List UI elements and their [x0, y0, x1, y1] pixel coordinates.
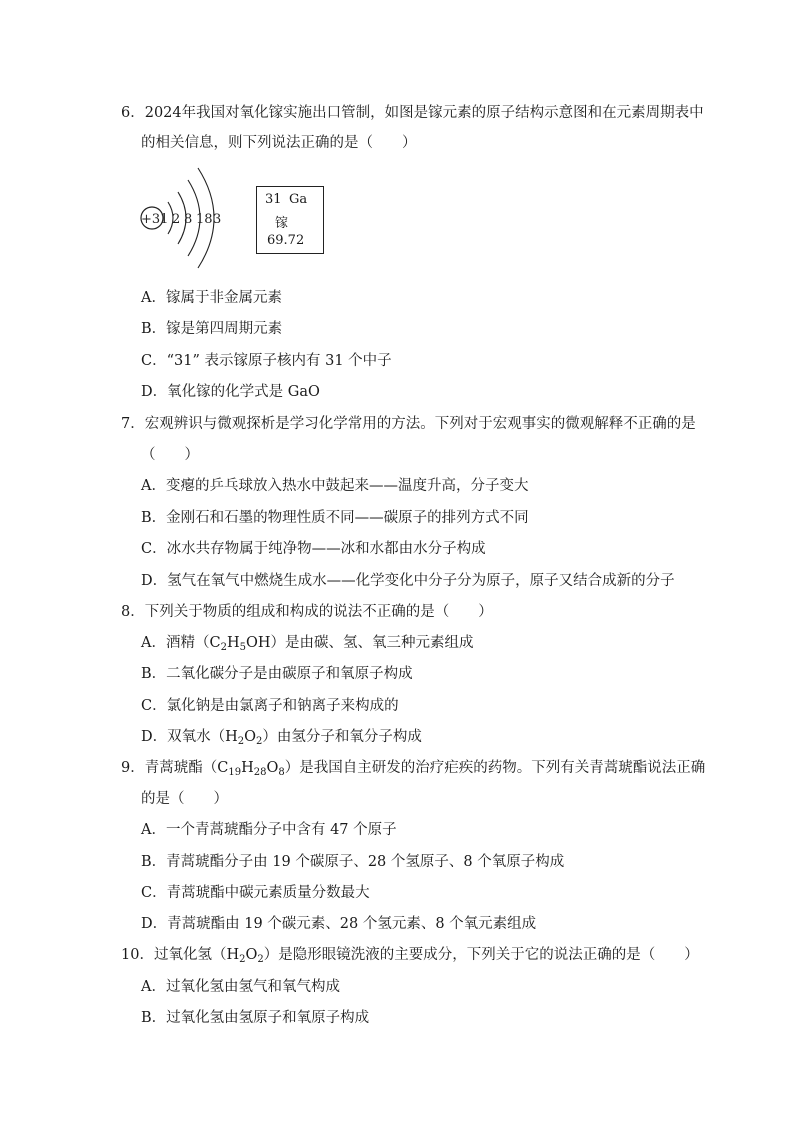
atomic-mass: 69.72: [267, 233, 305, 248]
q10-option-b: B．过氧化氢由氢原子和氧原子构成: [141, 1010, 370, 1026]
q7-option-a: A．变瘪的乒乓球放入热水中鼓起来——温度升高，分子变大: [141, 478, 529, 494]
q6-option-b: B．镓是第四周期元素: [141, 321, 283, 337]
q9-stem-line1: 9．青蒿琥酯$(C_{19}H_{28}O_8)$是我国自主研发的治疗疟疾的药物。下列有关青蒿琥酯说法正确: [121, 760, 706, 778]
q9-stem-line2: 的是（ ）: [141, 791, 228, 807]
q10-stem: 10．过氧化氢$(H_2O_2)$是隐形眼镜洗液的主要成分，下列关于它的说法正确的是（ ）: [121, 947, 699, 965]
q9-option-b: B．青蒿琥酯分子由 19 个碳原子、28 个氢原子、8 个氧原子构成: [141, 854, 565, 870]
q6-stem-line1: 6．2024年我国对氧化镓实施出口管制，如图是镓元素的原子结构示意图和在元素周期表中: [121, 105, 704, 121]
q7-stem-line2: （ ）: [141, 447, 199, 463]
q6-option-c: C．“31” 表示镓原子核内有 31 个中子: [141, 353, 392, 369]
nucleus-label: +31: [141, 212, 169, 227]
shell-3-count: 18: [196, 212, 213, 227]
shell-4-count: 3: [213, 212, 222, 227]
q9-option-d: D．青蒿琥酯由 19 个碳元素、28 个氢元素、8 个氧元素组成: [141, 916, 537, 932]
q9-option-a: A．一个青蒿琥酯分子中含有 47 个原子: [141, 822, 397, 838]
atomic-structure-icon: [138, 160, 258, 272]
q8-option-a: A．酒精$(C_2H_5OH)$是由碳、氢、氧三种元素组成: [141, 635, 474, 653]
q6-option-d: D．氧化镓的化学式是 GaO: [141, 384, 320, 400]
q8-option-c: C．氯化钠是由氯离子和钠离子来构成的: [141, 698, 399, 714]
shell-2-count: 8: [184, 212, 193, 227]
q6-option-a: A．镓属于非金属元素: [141, 290, 282, 306]
q8-option-d: D．双氧水$(H_2O_2)$由氢分子和氧分子构成: [141, 729, 422, 747]
q8-stem: 8．下列关于物质的组成和构成的说法不正确的是（ ）: [121, 604, 493, 620]
q8-option-b: B．二氧化碳分子是由碳原子和氧原子构成: [141, 666, 413, 682]
q6-stem-line2: 的相关信息，则下列说法正确的是（ ）: [141, 135, 417, 151]
atomic-number: 31: [265, 192, 282, 207]
q10-option-a: A．过氧化氢由氢气和氧气构成: [141, 979, 340, 995]
q7-stem-line1: 7．宏观辨识与微观探析是学习化学常用的方法。下列对于宏观事实的微观解释不正确的是: [121, 416, 696, 432]
shell-1-count: 2: [172, 212, 181, 227]
q9-option-c: C．青蒿琥酯中碳元素质量分数最大: [141, 885, 370, 901]
q7-option-c: C．冰水共存物属于纯净物——冰和水都由水分子构成: [141, 541, 486, 557]
element-name: 镓: [275, 216, 289, 231]
q7-option-b: B．金刚石和石墨的物理性质不同——碳原子的排列方式不同: [141, 510, 529, 526]
periodic-table-cell: [256, 186, 324, 254]
q7-option-d: D．氢气在氧气中燃烧生成水——化学变化中分子分为原子，原子又结合成新的分子: [141, 573, 675, 589]
element-symbol: Ga: [289, 192, 308, 207]
